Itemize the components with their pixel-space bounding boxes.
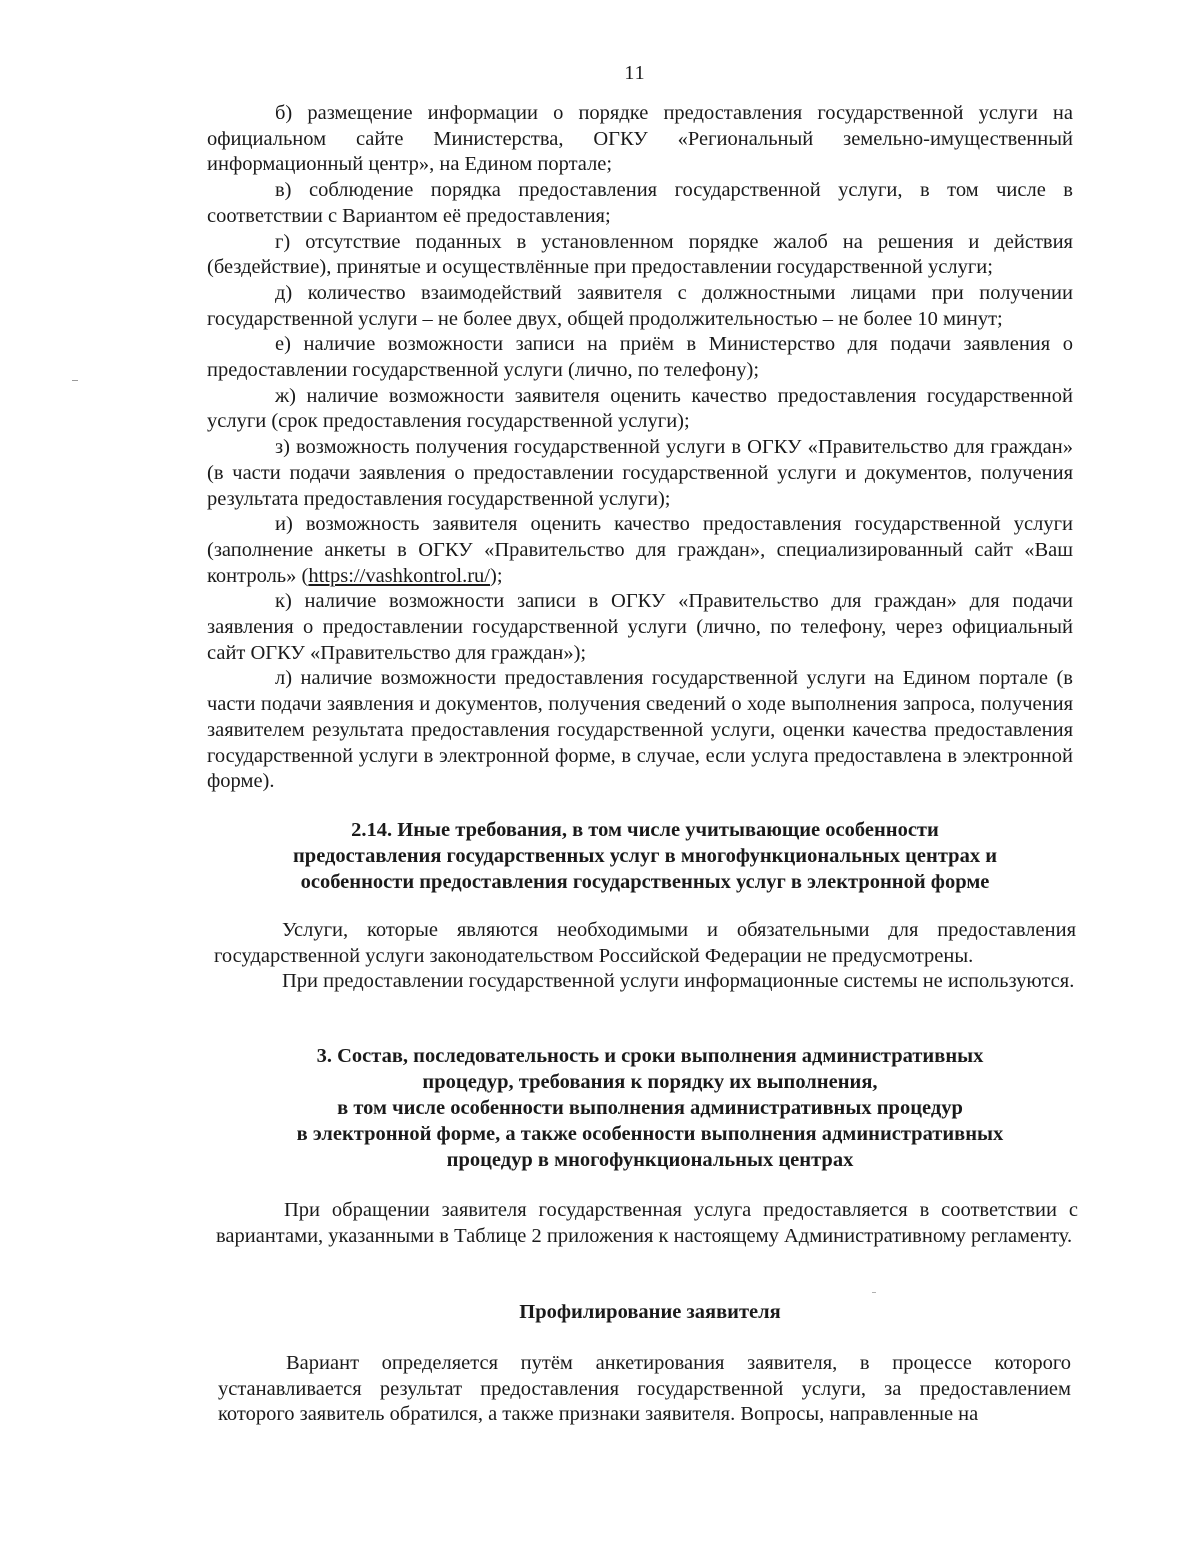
list-item-i-text: и) возможность заявителя оценить качество предоставления государственной услуги (заполнение анкеты в ОГКУ «Правительство для граждан», специализированный сайт «Ваш контроль» (: [207, 513, 1073, 587]
profiling-heading: [150, 1299, 1150, 1325]
page-number: 11: [624, 62, 646, 84]
heading-line: Профилирование заявителя: [519, 1301, 781, 1323]
list-item-d: д) количество взаимодействий заявителя с должностными лицами при получении государственной услуги – не более двух, общей продолжительностью – не более 10 минут;: [207, 281, 1073, 330]
list-item-v: в) соблюдение порядка предоставления государственной услуги, в том числе в соответствии с Вариантом её предоставления;: [207, 179, 1073, 227]
list-item-z: з) возможность получения государственной услуги в ОГКУ «Правительство для граждан» (в части подачи заявления о предоставлении государственной услуги и документов, получения результата предоставления государственной услуги);: [207, 436, 1073, 510]
paragraph: При предоставлении государственной услуги информационные системы не используются.: [282, 970, 1075, 993]
scan-artifact: [72, 380, 78, 381]
section-3-body: [216, 1198, 1078, 1249]
list-item-g: г) отсутствие поданных в установленном порядке жалоб на решения и действия (бездействие), принятые и осуществлённые при предоставлении государственной услуги;: [207, 230, 1073, 279]
heading-line: процедур, требования к порядку их выполнения,: [422, 1071, 878, 1093]
vashkontrol-link[interactable]: https://vashkontrol.ru/: [308, 564, 491, 587]
heading-line: 2.14. Иные требования, в том числе учитывающие особенности: [351, 819, 939, 841]
paragraph: Вариант определяется путём анкетирования заявителя, в процессе которого устанавливается результат предоставления государственной услуги, за предоставлением которого заявитель обратился, а также признаки заявителя. Вопросы, направленные на: [218, 1352, 1071, 1426]
heading-line: процедур в многофункциональных центрах: [446, 1149, 854, 1171]
heading-line: предоставления государственных услуг в многофункциональных центрах и: [292, 845, 998, 867]
list-item-k: к) наличие возможности записи в ОГКУ «Правительство для граждан» для подачи заявления о предоставлении государственной услуги (лично, по телефону, через официальный сайт ОГКУ «Правительство для граждан»);: [207, 590, 1073, 664]
section-3-heading: [150, 1043, 1150, 1173]
paragraph: Услуги, которые являются необходимыми и обязательными для предоставления государственной услуги законодательством Российской Федерации не предусмотрены.: [214, 919, 1076, 967]
quality-indicators-list: [207, 101, 1073, 795]
heading-line: особенности предоставления государственных услуг в электронной форме: [300, 871, 990, 893]
scan-artifact: [872, 1292, 876, 1293]
list-item-b: б) размещение информации о порядке предоставления государственной услуги на официальном сайте Министерства, ОГКУ «Региональный земельно-имущественный информационный центр», на Едином портале;: [207, 102, 1073, 176]
list-item-l: л) наличие возможности предоставления государственной услуги на Едином портале (в части подачи заявления и документов, получения сведений о ходе выполнения запроса, получения заявителем результата предоставления государственной услуги, оценки качества предоставления государственной услуги в электронной форме, в случае, если услуга предоставлена в электронной форме).: [207, 667, 1073, 793]
section-2-14-body: [214, 918, 1076, 995]
heading-line: в том числе особенности выполнения административных процедур: [337, 1097, 963, 1119]
heading-line: 3. Состав, последовательность и сроки выполнения административных: [316, 1045, 984, 1067]
list-item-e: е) наличие возможности записи на приём в Министерство для подачи заявления о предоставлении государственной услуги (лично, по телефону);: [207, 333, 1073, 382]
list-item-i-end: );: [490, 564, 503, 587]
list-item-i: [207, 512, 1073, 589]
list-item-zh: ж) наличие возможности заявителя оценить качество предоставления государственной услуги (срок предоставления государственной услуги);: [207, 384, 1073, 433]
section-2-14-heading: [145, 817, 1145, 895]
profiling-body: [218, 1351, 1071, 1428]
heading-line: в электронной форме, а также особенности выполнения административных: [296, 1123, 1004, 1145]
paragraph: При обращении заявителя государственная услуга предоставляется в соответствии с вариантами, указанными в Таблице 2 приложения к настоящему Административному регламенту.: [216, 1199, 1078, 1247]
